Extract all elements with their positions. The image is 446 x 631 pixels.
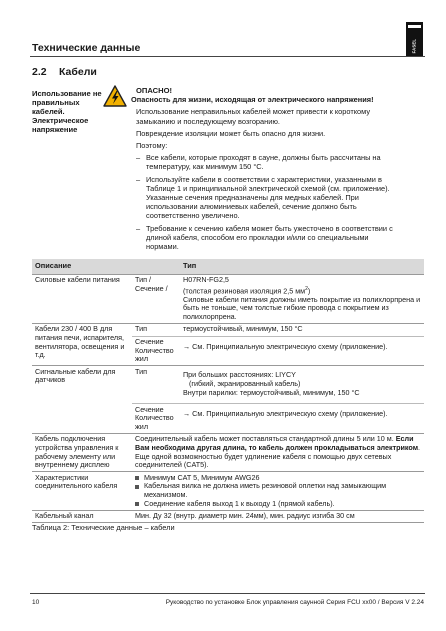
fasel-logo xyxy=(406,22,423,56)
header-rule xyxy=(30,56,425,57)
section-title: Кабели xyxy=(59,66,97,78)
page-number: 10 xyxy=(32,599,40,606)
warning-title: ОПАСНО! xyxy=(136,86,173,95)
row-label: Сечение Количество жил xyxy=(132,336,180,366)
row-label: Сечение Количество жил xyxy=(132,404,180,434)
footer-rule xyxy=(30,593,425,594)
row-description: Характеристики соединительного кабеля xyxy=(32,472,132,510)
row-value xyxy=(132,472,424,510)
footer-text: Руководство по установке Блок управления саунной Серия FCU xx00 / Версия V 2.24 xyxy=(165,599,424,606)
warning-paragraph: Поэтому: xyxy=(136,141,168,151)
electric-hazard-icon xyxy=(103,85,127,107)
cable-spec-table xyxy=(32,259,424,523)
sidebar-note: Использование не правильных кабелей. Электрическое напряжение xyxy=(32,89,102,134)
header-type: Тип xyxy=(180,259,424,274)
warning-subtitle: Опасность для жизни, исходящая от электрического напряжения! xyxy=(131,95,374,105)
table-header-row xyxy=(32,259,424,274)
table-row xyxy=(32,433,424,471)
row-label: Тип xyxy=(132,323,180,336)
row-label: Тип / Сечение / xyxy=(132,274,180,323)
row-description: Кабельный канал xyxy=(32,510,132,523)
warning-list-item: – Все кабели, которые проходят в сауне, должны быть рассчитаны на температуру, как минимум 150 °C. xyxy=(136,153,381,172)
section-number: 2.2 xyxy=(32,66,47,78)
logo-bar xyxy=(408,25,421,28)
page-header-title: Технические данные xyxy=(32,42,141,54)
row-description: Кабели 230 / 400 В для питания печи, испарителя, вентилятора, освещения и т.д. xyxy=(32,323,132,365)
table-row xyxy=(32,274,424,323)
header-description: Описание xyxy=(32,259,180,274)
list-item: Кабельная вилка не должна иметь резиновой оплетки над замыкающим механизмом. xyxy=(135,482,421,499)
table-row xyxy=(32,323,424,336)
warning-list-item: – Требование к сечению кабеля может быть ужесточено в соответствии с длиной кабеля, способом его прокладки и/или со специальными нормами. xyxy=(136,223,393,252)
row-value: термоустойчивый, минимум, 150 °C xyxy=(180,323,424,336)
warning-paragraph: Использование неправильных кабелей может привести к короткому замыканию и последующему возгоранию. xyxy=(136,107,371,126)
row-value: → См. Принципиальную электрическую схему (приложение). xyxy=(180,336,424,366)
table-row xyxy=(32,510,424,523)
row-label: Тип xyxy=(132,366,180,404)
row-value: При больших расстояниях: LIYCY (гибкий, экранированный кабель) Внутри парилки: термоустойчивый, минимум, 150 °C xyxy=(180,366,424,404)
logo-text: FASEL xyxy=(411,38,417,54)
table-row xyxy=(32,472,424,510)
row-description: Сигнальные кабели для датчиков xyxy=(32,366,132,434)
table-caption: Таблица 2: Технические данные – кабели xyxy=(32,523,175,532)
row-value: Соединительный кабель может поставляться стандартной длины 5 или 10 м. Если Вам необходима другая длина, то кабель должен прокладываться электриком. Еще одной возможностью будет удлинение кабеля с помощью двух сетевых соединителей (CAT5). xyxy=(132,433,424,471)
danger-warning xyxy=(131,86,396,252)
warning-paragraph: Повреждение изоляции может быть опасно для жизни. xyxy=(136,128,326,138)
row-description: Силовые кабели питания xyxy=(32,274,132,323)
row-description: Кабель подключения устройства управления к рабочему элементу или внутреннему дисплею xyxy=(32,433,132,471)
list-item: Соединение кабеля выход 1 к выходу 1 (прямой кабель). xyxy=(135,500,421,509)
row-value: Мин. Ду 32 (внутр. диаметр мин. 24мм), мин. радиус изгиба 30 см xyxy=(132,510,424,523)
table-row xyxy=(32,366,424,404)
row-value: → См. Принципиальную электрическую схему (приложение). xyxy=(180,404,424,434)
row-value: H07RN-FG2,5 (толстая резиновая изоляция 2,5 $мм^2$) Силовые кабели питания должны иметь покрытие из полихлорпрена и быть не тоньше, чем толстые гибкие провода с покрытием из полихлорпрена. xyxy=(180,274,424,323)
list-item: Минимум CAT 5, Минимум AWG26 xyxy=(135,474,421,483)
warning-list-item: – Используйте кабели в соответствии с характеристики, указанными в Таблице 1 и принципиальной электрической схемой (см. приложение). Указанные сечения предназначены для медных кабелей. При использовании алюминиевых кабелей, сечение должно быть соответственно увеличено. xyxy=(136,174,390,221)
